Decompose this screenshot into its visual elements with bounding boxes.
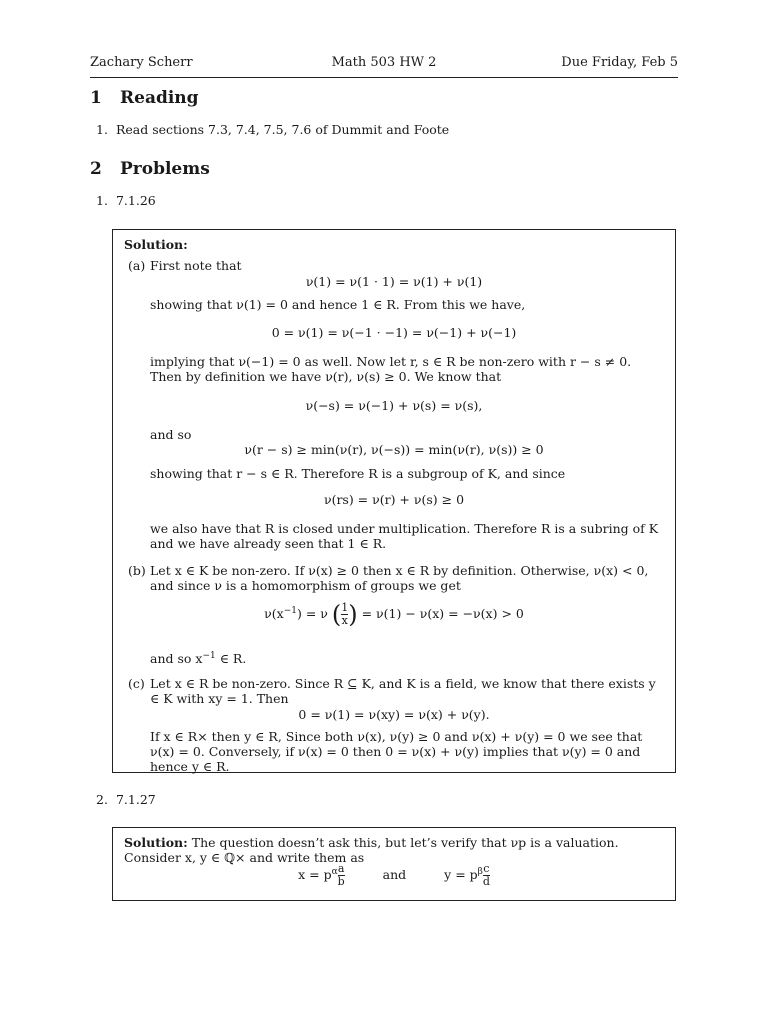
part-c-line-1: Let x ∈ R be non-zero. Since R ⊆ K, and K is a field, we know that there exists y ∈ K with xy = 1. Then bbox=[150, 676, 656, 706]
section-number: 2 bbox=[90, 159, 102, 179]
fraction-numerator: a bbox=[337, 862, 345, 875]
part-a-marker: (a) bbox=[128, 258, 146, 273]
section-heading-problems bbox=[90, 159, 210, 179]
header-author: Zachary Scherr bbox=[90, 55, 193, 70]
problem-label: 7.1.26 bbox=[115, 193, 156, 208]
reading-item bbox=[96, 122, 449, 137]
left-paren: ( bbox=[331, 600, 342, 629]
section-number: 1 bbox=[90, 88, 102, 108]
part-c-marker: (c) bbox=[128, 676, 145, 691]
fraction-y bbox=[483, 863, 490, 888]
item-text: Read sections 7.3, 7.4, 7.5, 7.6 of Dummit and Foote bbox=[115, 122, 450, 137]
header-rule bbox=[90, 77, 678, 78]
section-title: Reading bbox=[120, 88, 199, 108]
problem-item bbox=[96, 792, 156, 807]
solution-label: Solution: bbox=[124, 237, 188, 252]
solution-label: Solution: bbox=[124, 835, 188, 850]
eq-mid: ) = ν bbox=[296, 606, 328, 621]
solution-body: The question doesn’t ask this, but let’s verify that νp is a valuation. Consider x, y ∈ ℚ× and write them as bbox=[124, 835, 619, 865]
part-b-marker: (b) bbox=[128, 563, 146, 578]
fraction-numerator: c bbox=[483, 862, 490, 875]
item-number: 1. bbox=[96, 122, 108, 137]
part-a-equation-1: ν(1) = ν(1 · 1) = ν(1) + ν(1) bbox=[305, 274, 483, 289]
eq-x-left: x = p bbox=[298, 867, 332, 882]
solution-box-1 bbox=[112, 229, 676, 773]
part-a-equation-4: ν(r − s) ≥ min(ν(r), ν(−s)) = min(ν(r), ν(s)) ≥ 0 bbox=[244, 442, 544, 457]
fraction-denominator: d bbox=[482, 875, 490, 888]
part-b-line-1: Let x ∈ K be non-zero. If ν(x) ≥ 0 then x ∈ R by definition. Otherwise, ν(x) < 0, and since ν is a homomorphism of groups we get bbox=[150, 563, 649, 593]
solution-box-2 bbox=[112, 827, 676, 901]
eq-y-superscript: β bbox=[477, 866, 483, 877]
part-a-equation-5: ν(rs) = ν(r) + ν(s) ≥ 0 bbox=[323, 492, 465, 507]
part-a-line-4: and so bbox=[150, 427, 192, 442]
section-title: Problems bbox=[120, 159, 210, 179]
part-a-line-2: showing that ν(1) = 0 and hence 1 ∈ R. From this we have, bbox=[150, 297, 526, 312]
part-b-line-2 bbox=[150, 651, 246, 666]
line-superscript: −1 bbox=[202, 651, 216, 661]
part-a-equation-3: ν(−s) = ν(−1) + ν(s) = ν(s), bbox=[305, 398, 483, 413]
item-number: 2. bbox=[96, 792, 108, 807]
problem-item bbox=[96, 193, 156, 208]
part-c-line-2: If x ∈ R× then y ∈ R, Since both ν(x), ν(y) ≥ 0 and ν(x) + ν(y) = 0 we see that ν(x) = 0. Conversely, if ν(x) = 0 then 0 = ν(x) + ν(y) implies that ν(y) = 0 and hence y ∈ R. bbox=[150, 729, 643, 774]
eq-and: and bbox=[382, 867, 407, 882]
part-a-line-5: showing that r − s ∈ R. Therefore R is a subgroup of K, and since bbox=[150, 466, 566, 481]
line-end: ∈ R. bbox=[215, 651, 247, 667]
eq-left: ν(x bbox=[264, 606, 284, 621]
fraction-numerator: 1 bbox=[341, 601, 349, 614]
part-a-equation-2: 0 = ν(1) = ν(−1 · −1) = ν(−1) + ν(−1) bbox=[271, 325, 517, 340]
page-header bbox=[90, 55, 678, 73]
right-paren: ) bbox=[348, 600, 358, 629]
fraction-denominator: b bbox=[337, 875, 345, 888]
section-heading-reading bbox=[90, 88, 199, 108]
item-number: 1. bbox=[96, 193, 108, 208]
problem-label: 7.1.27 bbox=[115, 792, 156, 807]
eq-x-superscript: α bbox=[331, 866, 338, 877]
eq-right: = ν(1) − ν(x) = −ν(x) > 0 bbox=[361, 606, 524, 621]
line-text: and so x bbox=[150, 651, 203, 667]
header-due-date: Due Friday, Feb 5 bbox=[561, 55, 678, 70]
fraction-denominator: x bbox=[341, 614, 348, 627]
solution-2-text bbox=[124, 835, 664, 865]
part-b-equation bbox=[113, 602, 675, 627]
part-a-line-1: First note that bbox=[150, 258, 242, 273]
header-course: Math 503 HW 2 bbox=[331, 55, 437, 70]
part-c-equation: 0 = ν(1) = ν(xy) = ν(x) + ν(y). bbox=[298, 707, 490, 722]
part-a-line-3: implying that ν(−1) = 0 as well. Now let r, s ∈ R be non-zero with r − s ≠ 0. Then by definition we have ν(r), ν(s) ≥ 0. We know that bbox=[150, 354, 632, 384]
fraction-x bbox=[338, 863, 345, 888]
eq-y-left: y = p bbox=[444, 867, 478, 882]
eq-superscript: −1 bbox=[283, 605, 297, 616]
part-a-line-6: we also have that R is closed under multiplication. Therefore R is a subring of K and we have already seen that 1 ∈ R. bbox=[150, 521, 659, 551]
solution-2-equation bbox=[113, 863, 675, 888]
